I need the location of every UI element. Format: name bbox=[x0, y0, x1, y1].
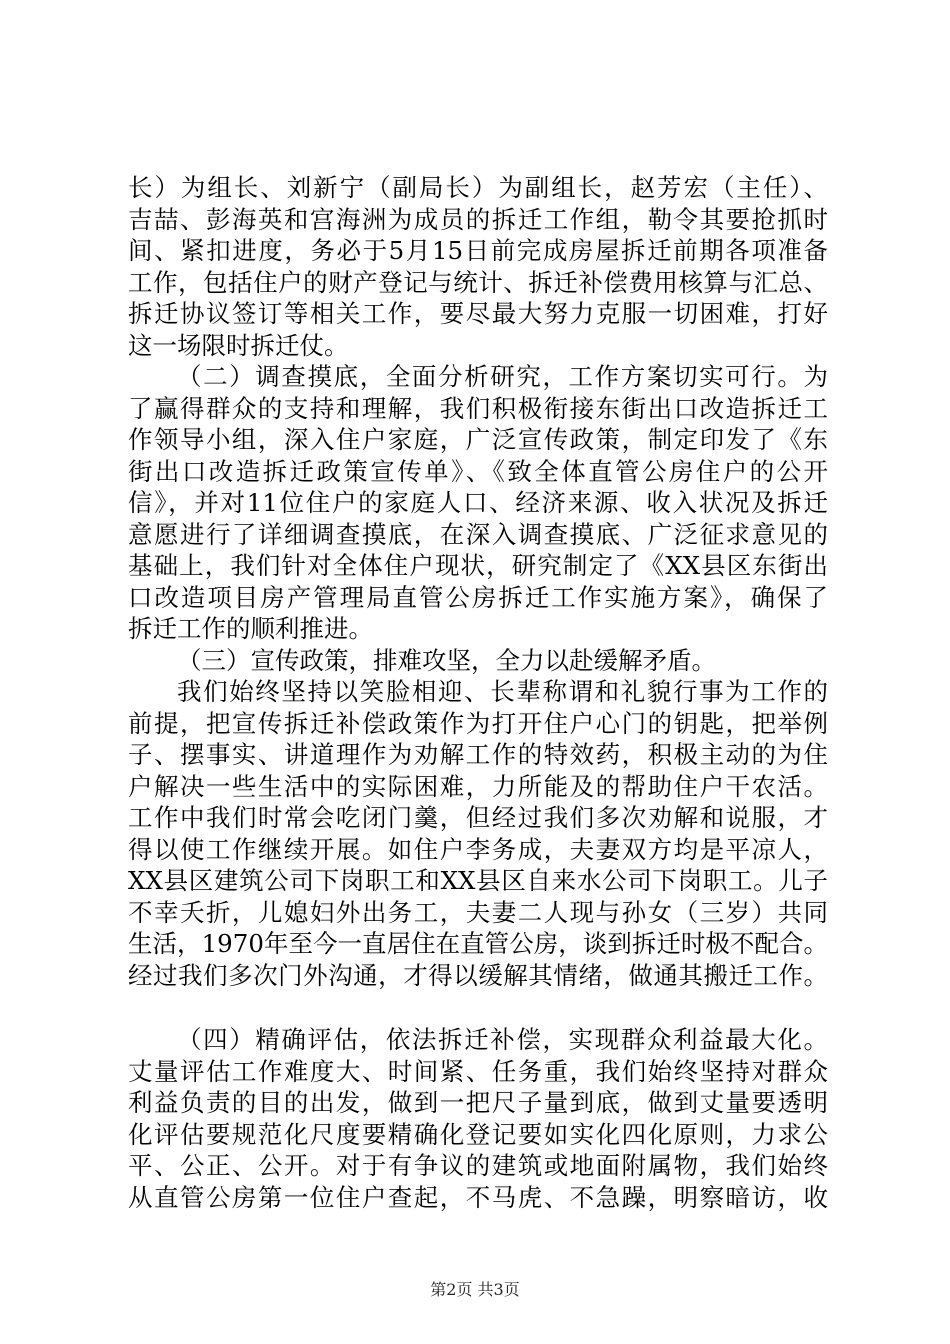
page-footer bbox=[0, 1280, 950, 1300]
text-line: （二）调查摸底，全面分析研究，工作方案切实可行。为 bbox=[177, 362, 828, 391]
text-line: 口改造项目房产管理局直管公房拆迁工作实施方案》，确保了 bbox=[128, 582, 828, 612]
text-line: 意愿进行了详细调查摸底，在深入调查摸底、广泛征求意见的 bbox=[128, 519, 828, 549]
text-line: 前提，把宣传拆迁补偿政策作为打开住户心门的钥匙，把举例 bbox=[128, 708, 828, 738]
text-line: 从直管公房第一位住户查起，不马虎、不急躁，明察暗访，收 bbox=[128, 1182, 828, 1212]
page-number-label: 第2页 共3页 bbox=[430, 1280, 520, 1299]
paragraph-gap bbox=[128, 991, 828, 1024]
text-line: 信》，并对11位住户的家庭人口、经济来源、收入状况及拆迁 bbox=[128, 488, 828, 517]
text-line: 这一场限时拆迁仗。 bbox=[128, 330, 349, 360]
section-heading: （三）宣传政策，排难攻坚，全力以赴缓解矛盾。 bbox=[177, 645, 716, 675]
text-line: 利益负责的目的出发，做到一把尺子量到底，做到丈量要透明 bbox=[128, 1088, 828, 1117]
text-line: 了赢得群众的支持和理解，我们积极衔接东街出口改造拆迁工 bbox=[128, 393, 828, 423]
text-line: XX县区建筑公司下岗职工和XX县区自来水公司下岗职工。儿子 bbox=[128, 866, 828, 895]
text-line: 工作，包括住户的财产登记与统计、拆迁补偿费用核算与汇总、 bbox=[128, 267, 828, 297]
text-line: 我们始终坚持以笑脸相迎、长辈称谓和礼貌行事为工作的 bbox=[177, 677, 828, 706]
text-line: 作领导小组，深入住户家庭，广泛宣传政策，制定印发了《东 bbox=[128, 425, 828, 454]
text-line: 平、公正、公开。对于有争议的建筑或地面附属物，我们始终 bbox=[128, 1151, 828, 1180]
text-line: 吉喆、彭海英和宫海洲为成员的拆迁工作组，勒令其要抢抓时 bbox=[128, 204, 828, 234]
text-line: 生活，1970年至今一直居住在直管公房，谈到拆迁时极不配合。 bbox=[128, 929, 828, 958]
text-line: 拆迁工作的顺利推进。 bbox=[128, 614, 373, 643]
text-line: 街出口改造拆迁政策宣传单》、《致全体直管公房住户的公开 bbox=[128, 456, 828, 486]
text-line: 得以使工作继续开展。如住户李务成，夫妻双方均是平凉人， bbox=[128, 834, 828, 864]
text-line: （四）精确评估，依法拆迁补偿，实现群众利益最大化。 bbox=[177, 1025, 828, 1054]
text-line: 经过我们多次门外沟通，才得以缓解其情绪，做通其搬迁工作。 bbox=[128, 960, 828, 990]
text-line: 拆迁协议签订等相关工作，要尽最大努力克服一切困难，打好 bbox=[128, 299, 828, 328]
text-line: 不幸夭折，儿媳妇外出务工，夫妻二人现与孙女（三岁）共同 bbox=[128, 897, 828, 927]
text-line: 工作中我们时常会吃闭门羹，但经过我们多次劝解和说服，才 bbox=[128, 803, 828, 832]
text-line: 长）为组长、刘新宁（副局长）为副组长，赵芳宏（主任）、 bbox=[128, 173, 828, 202]
text-line: 基础上，我们针对全体住户现状，研究制定了《XX县区东街出 bbox=[128, 551, 828, 580]
text-line: 间、紧扣进度，务必于5月15日前完成房屋拆迁前期各项准备 bbox=[128, 236, 828, 265]
document-body bbox=[128, 172, 828, 1213]
text-line: 子、摆事实、讲道理作为劝解工作的特效药，积极主动的为住 bbox=[128, 740, 828, 769]
text-line: 户解决一些生活中的实际困难，力所能及的帮助住户干农活。 bbox=[128, 771, 828, 801]
text-line: 化评估要规范化尺度要精确化登记要如实化四化原则，力求公 bbox=[128, 1119, 828, 1149]
text-line: 丈量评估工作难度大、时间紧、任务重，我们始终坚持对群众 bbox=[128, 1056, 828, 1086]
